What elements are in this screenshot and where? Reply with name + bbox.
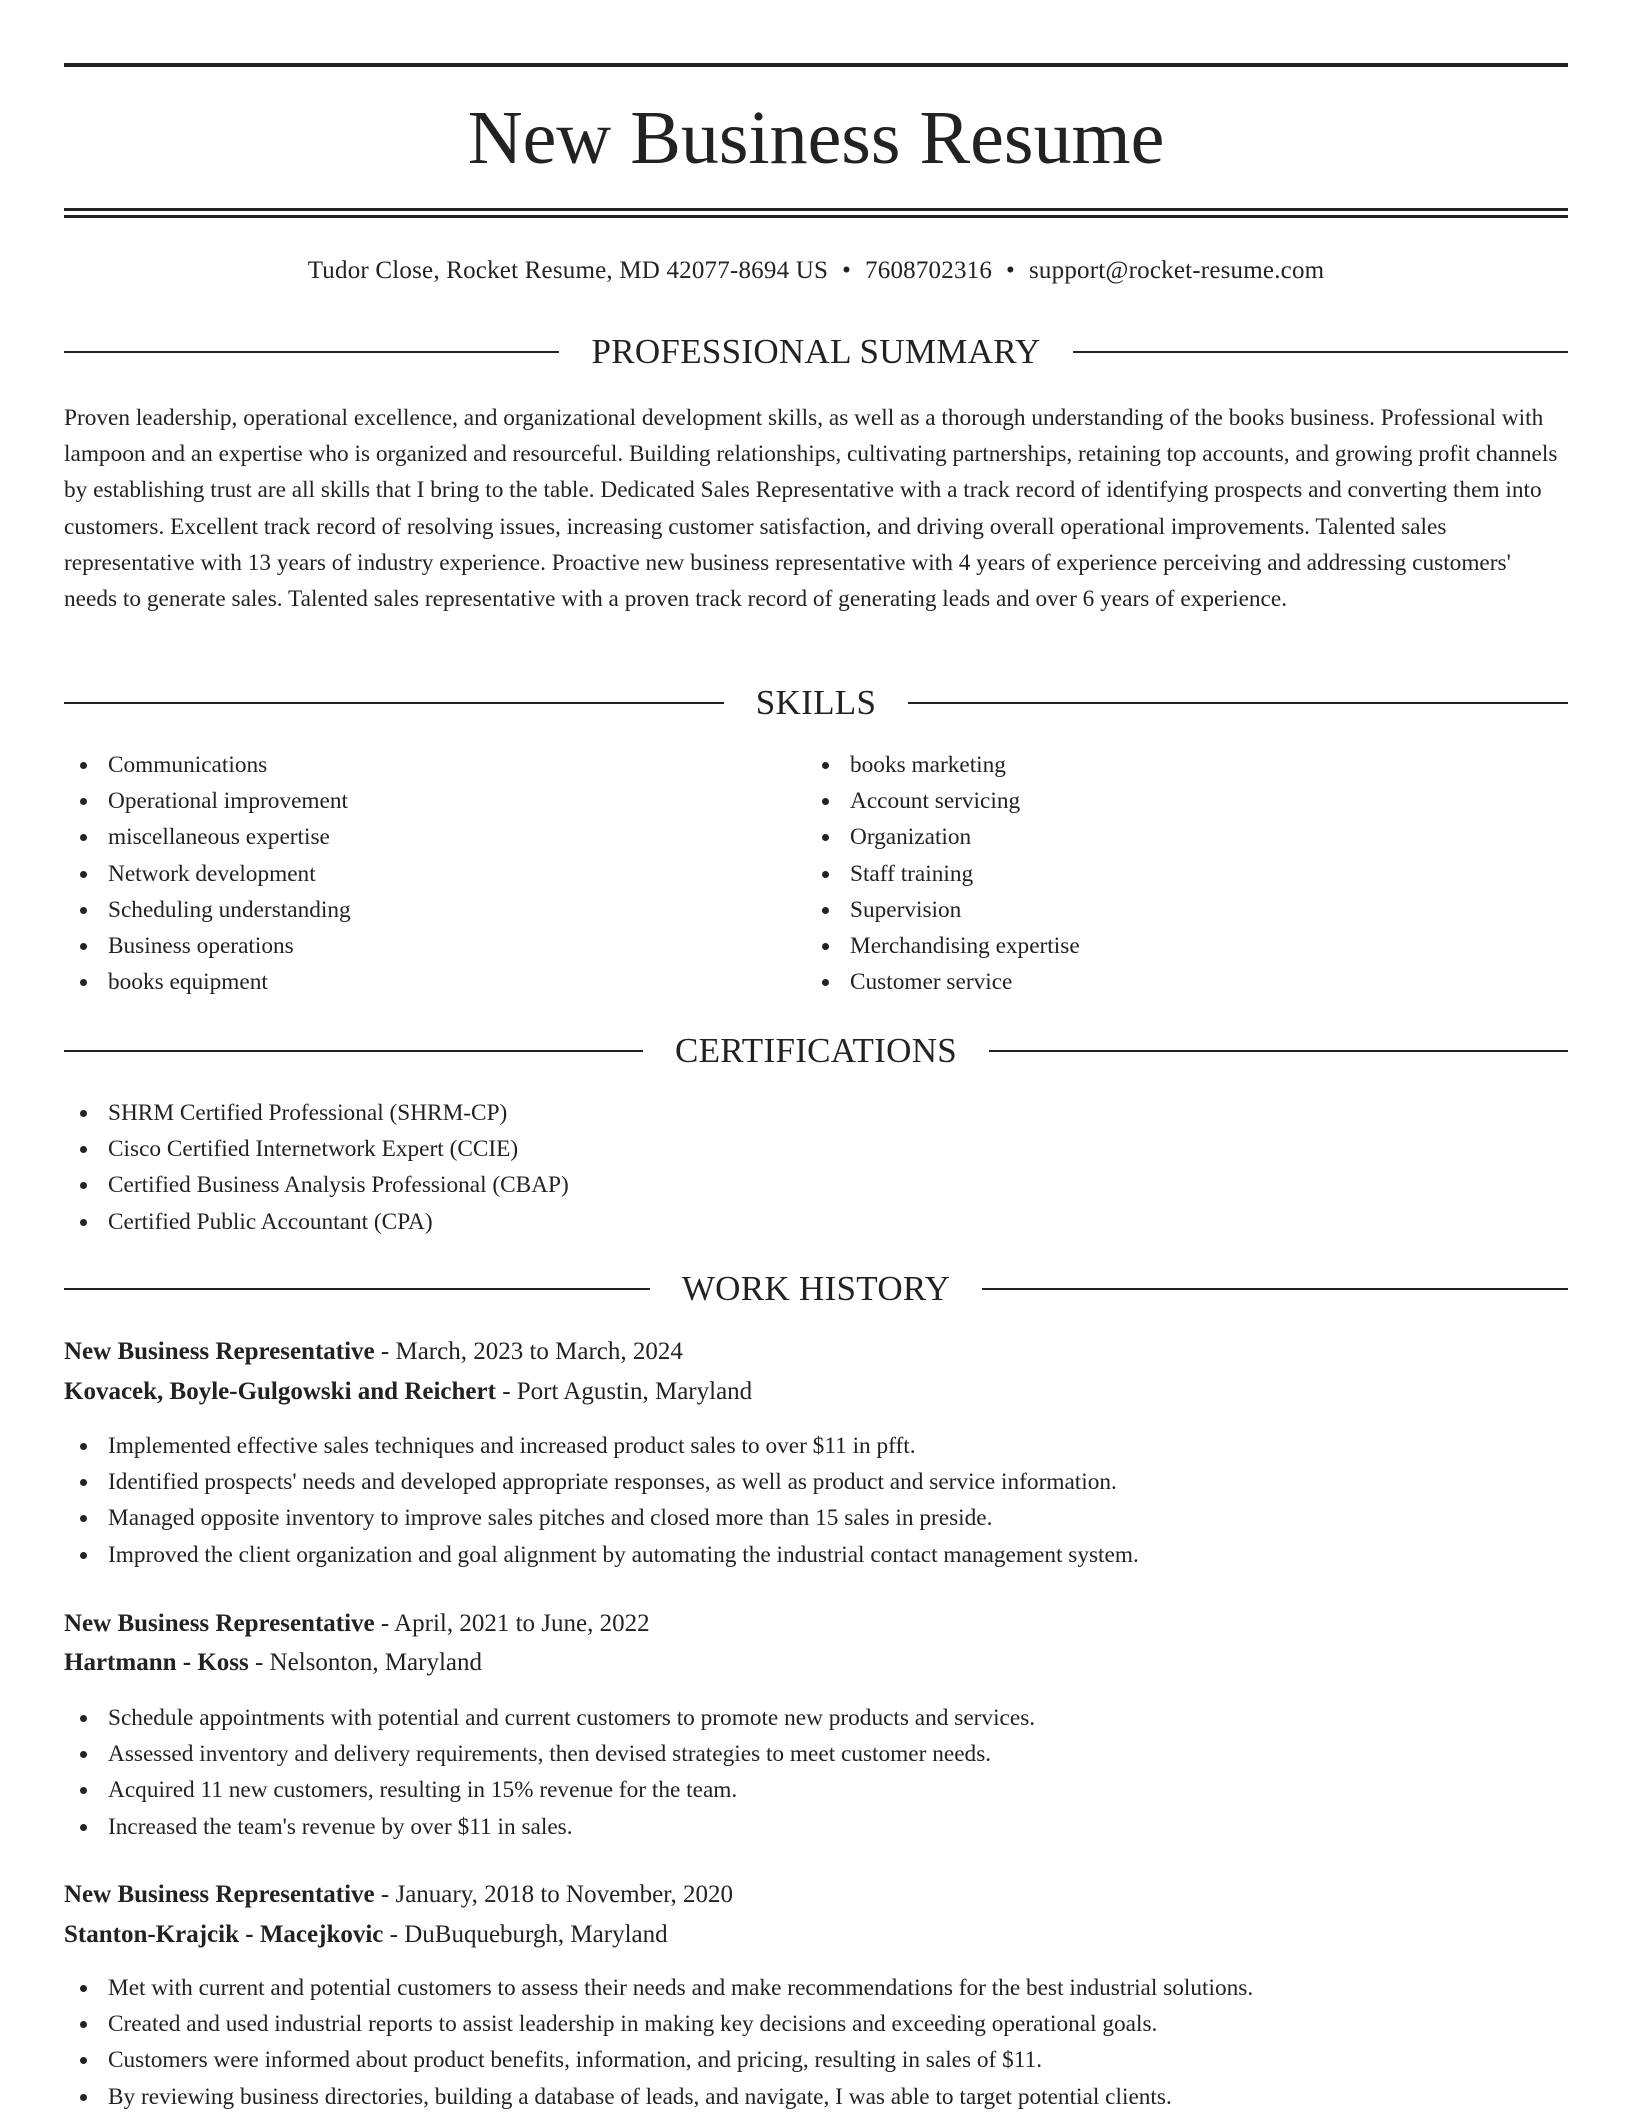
job-bullet: By reviewing business directories, building a database of leads, and navigate, I was able to target potential clients. xyxy=(64,2079,1568,2115)
job-location: - Port Agustin, Maryland xyxy=(495,1378,753,1405)
certifications-list xyxy=(64,1095,1568,1240)
contact-address: Tudor Close, Rocket Resume, MD 42077-8694 US xyxy=(307,257,829,284)
job-bullet: Increased the team's revenue by over $11 in sales. xyxy=(64,1809,1568,1845)
top-rule xyxy=(64,63,1568,67)
title-rule-upper xyxy=(64,208,1568,211)
section-title: WORK HISTORY xyxy=(681,1269,951,1308)
skill-item: Communications xyxy=(64,747,804,783)
job-title: New Business Representative xyxy=(64,1610,375,1637)
skills-list-right xyxy=(806,747,1546,1000)
job-bullet-list xyxy=(64,1428,1568,1573)
skills-list-left xyxy=(64,747,804,1000)
heading-rule xyxy=(982,1288,1568,1290)
section-heading-summary xyxy=(64,330,1568,374)
job-dates: - March, 2023 to March, 2024 xyxy=(374,1338,683,1365)
section-heading-skills xyxy=(64,681,1568,725)
skill-item: Customer service xyxy=(806,964,1546,1000)
job-title: New Business Representative xyxy=(64,1338,375,1365)
job-company: Stanton-Krajcik - Macejkovic xyxy=(64,1921,384,1948)
skill-item: Merchandising expertise xyxy=(806,928,1546,964)
job-bullet: Met with current and potential customers to assess their needs and make recommendations for the best industrial solutions. xyxy=(64,1970,1568,2006)
skill-item: books equipment xyxy=(64,964,804,1000)
heading-rule xyxy=(64,1288,650,1290)
job-bullet: Assessed inventory and delivery requirements, then devised strategies to meet customer needs. xyxy=(64,1736,1568,1772)
job-title: New Business Representative xyxy=(64,1881,375,1908)
resume-title: New Business Resume xyxy=(467,96,1165,180)
job-location: - Nelsonton, Maryland xyxy=(248,1649,483,1676)
job-company: Hartmann - Koss xyxy=(64,1649,249,1676)
section-title: CERTIFICATIONS xyxy=(674,1031,958,1070)
heading-rule xyxy=(1073,351,1568,353)
contact-line xyxy=(64,254,1568,288)
job-company-line xyxy=(64,1645,1568,1681)
job-bullet-list xyxy=(64,1700,1568,1845)
title-rule-lower xyxy=(64,215,1568,218)
contact-phone: 7608702316 xyxy=(865,257,993,284)
job-dates: - April, 2021 to June, 2022 xyxy=(374,1610,650,1637)
summary-text: Proven leadership, operational excellence, and organizational development skills, as well as a thorough understanding of the books business. Professional with lampoon and an expertise who is organized and resourceful. Building relationships, cultivating partnerships, retaining top accounts, and growing profit channels by establishing trust are all skills that I bring to the table. Dedicated Sales Representative with a track record of identifying prospects and converting them into customers. Excellent track record of resolving issues, increasing customer satisfaction, and driving overall operational improvements. Talented sales representative with 13 years of industry experience. Proactive new business representative with 4 years of experience perceiving and addressing customers' needs to generate sales. Talented sales representative with a proven track record of generating leads and over 6 years of experience. xyxy=(64,405,1558,613)
job-company: Kovacek, Boyle-Gulgowski and Reichert xyxy=(64,1378,496,1405)
heading-rule xyxy=(64,1050,643,1052)
job-location: - DuBuqueburgh, Maryland xyxy=(383,1921,668,1948)
certification-item: Cisco Certified Internetwork Expert (CCIE) xyxy=(64,1131,1568,1167)
contact-separator: • xyxy=(842,257,852,284)
job-title-line xyxy=(64,1877,1568,1913)
job-bullet: Customers were informed about product benefits, information, and pricing, resulting in sales of $11. xyxy=(64,2042,1568,2078)
section-title: PROFESSIONAL SUMMARY xyxy=(591,332,1041,371)
certification-item: SHRM Certified Professional (SHRM-CP) xyxy=(64,1095,1568,1131)
job-bullet: Created and used industrial reports to assist leadership in making key decisions and exceeding operational goals. xyxy=(64,2006,1568,2042)
heading-rule xyxy=(64,351,559,353)
skill-item: Network development xyxy=(64,856,804,892)
skill-item: Staff training xyxy=(806,856,1546,892)
skill-item: Organization xyxy=(806,819,1546,855)
skill-item: Operational improvement xyxy=(64,783,804,819)
job-company-line xyxy=(64,1917,1568,1953)
skill-item: Scheduling understanding xyxy=(64,892,804,928)
skill-item: Account servicing xyxy=(806,783,1546,819)
section-heading-work-history xyxy=(64,1267,1568,1311)
heading-rule xyxy=(908,702,1568,704)
skill-item: Supervision xyxy=(806,892,1546,928)
certification-item: Certified Public Accountant (CPA) xyxy=(64,1204,1568,1240)
job-company-line xyxy=(64,1374,1568,1410)
job-bullet: Improved the client organization and goal alignment by automating the industrial contact management system. xyxy=(64,1537,1568,1573)
skill-item: books marketing xyxy=(806,747,1546,783)
skill-item: miscellaneous expertise xyxy=(64,819,804,855)
skill-item: Business operations xyxy=(64,928,804,964)
certification-item: Certified Business Analysis Professional (CBAP) xyxy=(64,1167,1568,1203)
job-bullet: Schedule appointments with potential and current customers to promote new products and services. xyxy=(64,1700,1568,1736)
section-heading-certifications xyxy=(64,1029,1568,1073)
job-title-line xyxy=(64,1334,1568,1370)
heading-rule xyxy=(989,1050,1568,1052)
job-bullet: Acquired 11 new customers, resulting in 15% revenue for the team. xyxy=(64,1772,1568,1808)
job-bullet: Implemented effective sales techniques and increased product sales to over $11 in pfft. xyxy=(64,1428,1568,1464)
heading-rule xyxy=(64,702,724,704)
job-title-line xyxy=(64,1606,1568,1642)
contact-email: support@rocket-resume.com xyxy=(1029,257,1325,284)
contact-separator: • xyxy=(1006,257,1015,284)
job-bullet: Identified prospects' needs and developed appropriate responses, as well as product and service information. xyxy=(64,1464,1568,1500)
section-title: SKILLS xyxy=(755,683,877,722)
job-dates: - January, 2018 to November, 2020 xyxy=(374,1881,734,1908)
job-bullet-list xyxy=(64,1970,1568,2115)
job-bullet: Managed opposite inventory to improve sales pitches and closed more than 15 sales in preside. xyxy=(64,1500,1568,1536)
